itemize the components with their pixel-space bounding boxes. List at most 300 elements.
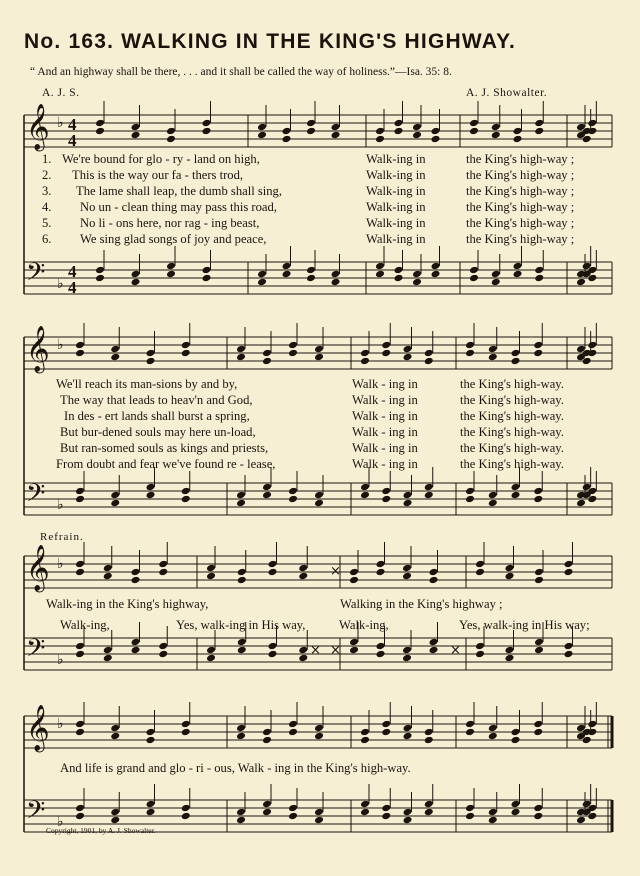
verse-number: 5.: [42, 216, 52, 230]
note-head: [236, 732, 246, 741]
note-head: [375, 270, 385, 279]
note-head: [488, 808, 498, 817]
note-head: [131, 568, 141, 577]
note-head: [288, 720, 298, 729]
note-head: [424, 483, 434, 492]
note-head: [412, 270, 422, 279]
note-head: [424, 728, 434, 737]
lyric-line: We'll reach its man-sions by and by,: [56, 377, 238, 391]
note-head: [110, 732, 120, 741]
lyric-line: the King's high-way.: [460, 425, 564, 439]
lyric-line: But ran-somed souls as kings and priests,: [60, 441, 269, 455]
lyric-line: Walk-ing in: [366, 184, 426, 198]
note-head: [381, 728, 391, 737]
note-head: [424, 736, 434, 745]
note-head: [236, 491, 246, 500]
flat-sign: ♭: [57, 652, 64, 668]
note-head: [262, 808, 272, 817]
verse-number: 1.: [42, 152, 52, 166]
note-head: [511, 357, 521, 366]
note-head: [262, 357, 272, 366]
note-head: [236, 724, 246, 733]
note-head: [166, 262, 176, 271]
note-head: [181, 812, 191, 821]
note-head: [257, 278, 267, 287]
note-head: [533, 487, 543, 496]
note-head: [533, 341, 543, 350]
note-head: [202, 266, 212, 275]
lyric-line: Walk-ing in: [366, 232, 426, 246]
note-head: [360, 736, 370, 745]
note-head: [75, 568, 85, 577]
note-head: [131, 646, 141, 655]
note-head: [181, 341, 191, 350]
note-head: [491, 270, 501, 279]
note-head: [403, 808, 413, 817]
note-head: [488, 491, 498, 500]
note-head: [95, 127, 105, 136]
note-head: [465, 812, 475, 821]
note-head: [298, 654, 308, 663]
note-head: [564, 560, 574, 569]
note-head: [202, 274, 212, 283]
note-head: [314, 816, 324, 825]
note-head: [262, 728, 272, 737]
flat-sign: ♭: [57, 276, 64, 292]
note-head: [314, 491, 324, 500]
note-head: [534, 119, 544, 128]
note-head: [360, 808, 370, 817]
note-head: [564, 650, 574, 659]
lyric-line: the King's high-way ;: [466, 184, 575, 198]
note-head: [488, 724, 498, 733]
refrain-lyric: Walking in the King's highway ;: [340, 597, 503, 611]
lyric-line: We sing glad songs of joy and peace,: [80, 232, 267, 246]
note-head: [268, 650, 278, 659]
note-head: [236, 499, 246, 508]
note-head: [257, 131, 267, 140]
note-head: [257, 123, 267, 132]
hymn-title: No. 163. WALKING IN THE KING'S HIGHWAY.: [24, 30, 517, 53]
note-head: [505, 572, 515, 581]
note-head: [262, 483, 272, 492]
lyric-line: Walk - ing in: [352, 377, 418, 391]
lyric-line: Walk - ing in: [352, 441, 418, 455]
note-head: [513, 262, 523, 271]
note-head: [206, 654, 216, 663]
note-head: [475, 568, 485, 577]
note-head: [488, 345, 498, 354]
note-head: [429, 646, 439, 655]
note-head: [402, 572, 412, 581]
note-head: [424, 808, 434, 817]
note-head: [533, 349, 543, 358]
note-head: [533, 804, 543, 813]
note-head: [465, 487, 475, 496]
time-signature: 4: [68, 278, 77, 297]
lyric-line: the King's high-way.: [460, 393, 564, 407]
note-head: [534, 646, 544, 655]
note-head: [103, 572, 113, 581]
note-head: [236, 808, 246, 817]
lyric-line: the King's high-way ;: [466, 216, 575, 230]
note-head: [587, 720, 597, 729]
rest: ×: [310, 643, 321, 658]
note-head: [262, 800, 272, 809]
note-head: [262, 349, 272, 358]
note-head: [360, 483, 370, 492]
note-head: [394, 266, 404, 275]
note-head: [110, 345, 120, 354]
lyric-line: We're bound for glo - ry - land on high,: [62, 152, 260, 166]
note-head: [587, 341, 597, 350]
note-head: [110, 499, 120, 508]
note-head: [465, 720, 475, 729]
note-head: [513, 127, 523, 136]
note-head: [75, 341, 85, 350]
note-head: [237, 646, 247, 655]
lyric-line: the King's high-way.: [460, 441, 564, 455]
note-head: [75, 349, 85, 358]
note-head: [381, 349, 391, 358]
note-head: [431, 127, 441, 136]
verse-number: 2.: [42, 168, 52, 182]
verse-number: 3.: [42, 184, 52, 198]
note-head: [403, 724, 413, 733]
note-head: [429, 576, 439, 585]
note-head: [360, 357, 370, 366]
note-head: [95, 119, 105, 128]
rest: ×: [330, 643, 341, 658]
note-head: [402, 654, 412, 663]
note-head: [75, 495, 85, 504]
note-head: [262, 736, 272, 745]
refrain-bass-lyric: Walk-ing,: [60, 618, 110, 632]
note-head: [206, 646, 216, 655]
note-head: [412, 123, 422, 132]
lyric-line: Walk - ing in: [352, 393, 418, 407]
note-head: [306, 119, 316, 128]
lyric-line: The way that leads to heav'n and God,: [60, 393, 253, 407]
note-head: [237, 568, 247, 577]
note-head: [488, 816, 498, 825]
note-head: [403, 353, 413, 362]
note-head: [131, 131, 141, 140]
note-head: [288, 341, 298, 350]
note-head: [424, 349, 434, 358]
note-head: [412, 131, 422, 140]
note-head: [534, 638, 544, 647]
note-head: [513, 270, 523, 279]
note-head: [376, 642, 386, 651]
bass-clef: 𝄢: [26, 634, 46, 669]
note-head: [412, 278, 422, 287]
note-head: [349, 576, 359, 585]
note-head: [202, 119, 212, 128]
note-head: [381, 341, 391, 350]
note-head: [75, 720, 85, 729]
note-head: [75, 642, 85, 651]
treble-clef: 𝄞: [26, 705, 50, 751]
note-head: [75, 650, 85, 659]
note-head: [534, 127, 544, 136]
note-head: [381, 495, 391, 504]
final-lyric: And life is grand and glo - ri - ous, Walk - ing in the King's high-way.: [60, 761, 411, 775]
note-head: [288, 349, 298, 358]
note-head: [511, 349, 521, 358]
note-head: [564, 642, 574, 651]
flat-sign: ♭: [57, 556, 64, 572]
note-head: [376, 650, 386, 659]
note-head: [298, 572, 308, 581]
note-head: [376, 560, 386, 569]
bass-clef: 𝄢: [26, 258, 46, 293]
note-head: [533, 728, 543, 737]
note-head: [268, 568, 278, 577]
note-head: [110, 353, 120, 362]
note-head: [288, 804, 298, 813]
note-head: [465, 728, 475, 737]
note-head: [314, 724, 324, 733]
note-head: [298, 646, 308, 655]
note-head: [257, 270, 267, 279]
note-head: [587, 127, 597, 136]
note-head: [288, 812, 298, 821]
note-head: [511, 483, 521, 492]
note-head: [298, 564, 308, 573]
note-head: [533, 495, 543, 504]
note-head: [360, 800, 370, 809]
note-head: [146, 483, 156, 492]
note-head: [146, 728, 156, 737]
note-head: [236, 353, 246, 362]
note-head: [314, 808, 324, 817]
lyric-line: Walk-ing in: [366, 200, 426, 214]
note-head: [75, 728, 85, 737]
note-head: [402, 646, 412, 655]
note-head: [236, 816, 246, 825]
refrain-label: Refrain.: [40, 531, 84, 543]
lyric-line: In des - ert lands shall burst a spring,: [64, 409, 250, 423]
note-head: [505, 646, 515, 655]
note-head: [131, 576, 141, 585]
note-head: [306, 274, 316, 283]
note-head: [288, 487, 298, 496]
note-head: [349, 568, 359, 577]
note-head: [375, 135, 385, 144]
note-head: [306, 266, 316, 275]
treble-clef: 𝄞: [26, 104, 50, 150]
note-head: [491, 278, 501, 287]
treble-clef: 𝄞: [26, 326, 50, 372]
note-head: [146, 808, 156, 817]
note-head: [206, 572, 216, 581]
note-head: [131, 123, 141, 132]
note-head: [110, 724, 120, 733]
note-head: [166, 127, 176, 136]
flat-sign: ♭: [57, 115, 64, 131]
note-head: [282, 135, 292, 144]
note-head: [158, 650, 168, 659]
note-head: [306, 127, 316, 136]
note-head: [505, 564, 515, 573]
note-head: [402, 564, 412, 573]
note-head: [268, 642, 278, 651]
note-head: [158, 568, 168, 577]
note-head: [95, 274, 105, 283]
note-head: [146, 736, 156, 745]
note-head: [576, 816, 586, 825]
note-head: [431, 135, 441, 144]
note-head: [103, 564, 113, 573]
note-head: [465, 349, 475, 358]
note-head: [331, 123, 341, 132]
note-head: [75, 804, 85, 813]
note-head: [587, 119, 597, 128]
lyric-line: Walk - ing in: [352, 425, 418, 439]
note-head: [381, 804, 391, 813]
note-head: [202, 127, 212, 136]
note-head: [314, 499, 324, 508]
note-head: [181, 487, 191, 496]
rest: ×: [450, 643, 461, 658]
note-head: [587, 728, 597, 737]
copyright: Copyright, 1901, by A. J. Showalter.: [46, 826, 156, 835]
note-head: [576, 278, 586, 287]
words-credit: A. J. S.: [42, 87, 80, 99]
note-head: [511, 728, 521, 737]
lyric-line: But bur-dened souls may here un-load,: [60, 425, 256, 439]
bass-clef: 𝄢: [26, 796, 46, 831]
note-head: [166, 270, 176, 279]
note-head: [431, 270, 441, 279]
note-head: [469, 266, 479, 275]
note-head: [424, 800, 434, 809]
note-head: [429, 638, 439, 647]
note-head: [429, 568, 439, 577]
note-head: [475, 642, 485, 651]
lyric-line: Walk - ing in: [352, 409, 418, 423]
lyric-line: the King's high-way ;: [466, 200, 575, 214]
note-head: [469, 274, 479, 283]
time-signature: 4: [68, 115, 77, 134]
note-head: [158, 560, 168, 569]
refrain-bass-lyric: Walk-ing,: [339, 618, 389, 632]
note-head: [488, 499, 498, 508]
note-head: [533, 720, 543, 729]
music-credit: A. J. Showalter.: [466, 87, 548, 99]
lyric-line: This is the way our fa - thers trod,: [72, 168, 244, 182]
note-head: [587, 349, 597, 358]
note-head: [564, 568, 574, 577]
note-head: [349, 638, 359, 647]
note-head: [505, 654, 515, 663]
lyric-line: the King's high-way ;: [466, 152, 575, 166]
note-head: [403, 816, 413, 825]
note-head: [262, 491, 272, 500]
note-head: [237, 638, 247, 647]
note-head: [181, 495, 191, 504]
note-head: [181, 349, 191, 358]
note-head: [424, 491, 434, 500]
note-head: [469, 119, 479, 128]
note-head: [475, 650, 485, 659]
note-head: [288, 495, 298, 504]
note-head: [181, 728, 191, 737]
lyric-line: No un - clean thing may pass this road,: [80, 200, 277, 214]
note-head: [394, 274, 404, 283]
note-head: [375, 262, 385, 271]
note-head: [103, 646, 113, 655]
note-head: [95, 266, 105, 275]
note-head: [469, 127, 479, 136]
note-head: [75, 487, 85, 496]
note-head: [331, 131, 341, 140]
lyric-line: Walk-ing in: [366, 152, 426, 166]
lyric-line: the King's high-way ;: [466, 168, 575, 182]
lyric-line: the King's high-way.: [460, 377, 564, 391]
note-head: [534, 266, 544, 275]
note-head: [314, 732, 324, 741]
note-head: [511, 808, 521, 817]
note-head: [534, 274, 544, 283]
note-head: [146, 800, 156, 809]
flat-sign: ♭: [57, 497, 64, 513]
note-head: [314, 345, 324, 354]
note-head: [268, 560, 278, 569]
note-head: [75, 812, 85, 821]
note-head: [381, 812, 391, 821]
lyric-line: No li - ons here, nor rag - ing beast,: [80, 216, 260, 230]
note-head: [331, 278, 341, 287]
note-head: [465, 804, 475, 813]
note-head: [131, 638, 141, 647]
refrain-bass-lyric: Yes, walk-ing in His way,: [176, 618, 306, 632]
time-signature: 4: [68, 262, 77, 281]
note-head: [146, 349, 156, 358]
note-head: [381, 720, 391, 729]
note-head: [331, 270, 341, 279]
note-head: [534, 576, 544, 585]
verse-number: 6.: [42, 232, 52, 246]
note-head: [131, 278, 141, 287]
note-head: [491, 123, 501, 132]
note-head: [533, 812, 543, 821]
note-head: [181, 720, 191, 729]
lyric-line: the King's high-way.: [460, 457, 564, 471]
note-head: [237, 576, 247, 585]
note-head: [236, 345, 246, 354]
note-head: [511, 491, 521, 500]
verse-number: 4.: [42, 200, 52, 214]
note-head: [360, 349, 370, 358]
note-head: [146, 357, 156, 366]
flat-sign: ♭: [57, 814, 64, 830]
note-head: [110, 816, 120, 825]
refrain-lyric: Walk-ing in the King's highway,: [46, 597, 209, 611]
flat-sign: ♭: [57, 716, 64, 732]
note-head: [511, 736, 521, 745]
lyric-line: Walk-ing in: [366, 216, 426, 230]
lyric-line: From doubt and fear we've found re - lease,: [56, 457, 276, 471]
note-head: [511, 800, 521, 809]
note-head: [534, 568, 544, 577]
note-head: [75, 560, 85, 569]
note-head: [314, 353, 324, 362]
note-head: [166, 135, 176, 144]
note-head: [488, 732, 498, 741]
note-head: [288, 728, 298, 737]
